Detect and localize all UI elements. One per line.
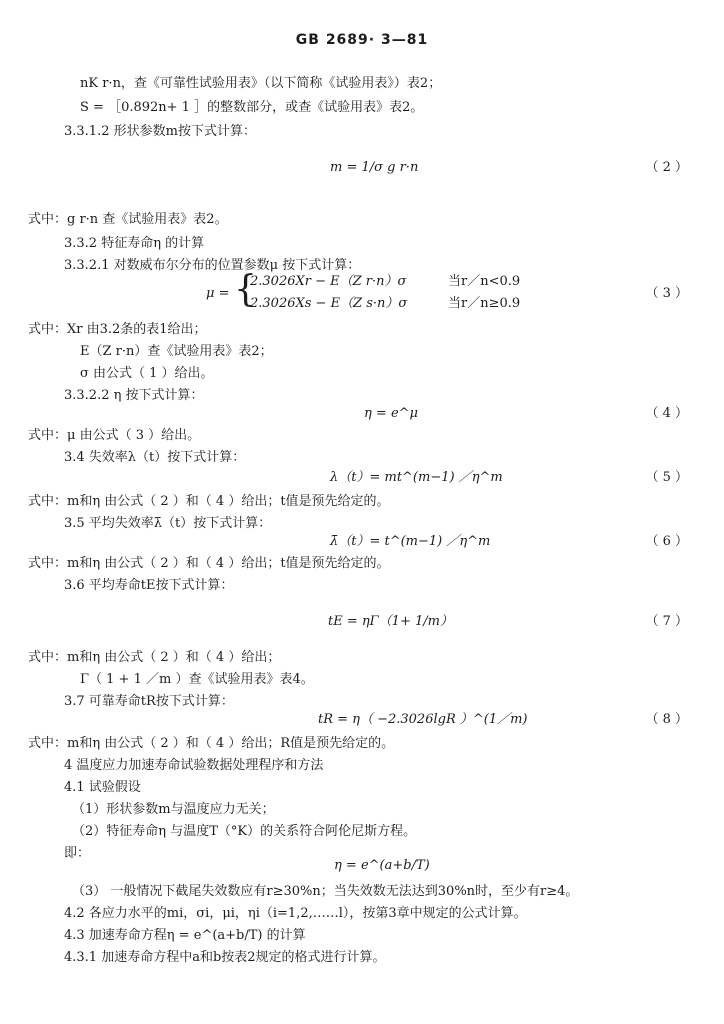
section-heading: 3.5 平均失效率λ̄（t）按下式计算： — [64, 516, 272, 531]
equation-3-case-1: 2.3026Xr − E（Z r·n）σ — [250, 274, 407, 289]
equation-3-case-2: 2.3026Xs − E（Z s·n）σ — [250, 296, 408, 311]
equation-number: （ 3 ） — [645, 286, 688, 301]
equation-8: tR = η（ −2.3026lgR ）^(1／m) — [318, 712, 528, 727]
section-heading: 3.7 可靠寿命tR按下式计算： — [64, 694, 234, 709]
section-heading: 3.3.1.2 形状参数m按下式计算： — [64, 124, 256, 139]
equation-number: （ 8 ） — [645, 712, 688, 727]
section-heading: 3.4 失效率λ（t）按下式计算： — [64, 450, 246, 465]
text-line: （1）形状参数m与温度应力无关； — [72, 802, 275, 817]
text-line: 4.2 各应力水平的mi，σi，μi，ηi（i=1,2,……l），按第3章中规定的公式计算。 — [64, 906, 527, 921]
text-line: 式中：m和η 由公式（ 2 ）和（ 4 ）给出；t值是预先给定的。 — [28, 494, 390, 509]
text-line: 式中：Xr 由3.2条的表1给出； — [28, 322, 207, 337]
page-header: GB 2689· 3—81 — [295, 32, 429, 48]
section-heading: 4.3 加速寿命方程η = e^(a+b/T) 的计算 — [64, 928, 306, 943]
text-line: nK r·n，查《可靠性试验用表》（以下简称《试验用表》）表2； — [80, 76, 442, 91]
equation-number: （ 2 ） — [645, 160, 688, 175]
equation-number: （ 7 ） — [645, 614, 688, 629]
equation-3-lhs: μ = — [206, 286, 230, 301]
equation-5: λ（t）= mt^(m−1) ／η^m — [330, 470, 503, 485]
equation-6: λ̄（t）= t^(m−1) ／η^m — [330, 534, 491, 549]
text-line: S = ［0.892n+ 1 ］的整数部分，或查《试验用表》表2。 — [80, 100, 424, 115]
equation-2: m = 1/σ g r·n — [330, 160, 419, 175]
brace-symbol: { — [234, 269, 257, 310]
text-line: （3） 一般情况下截尾失效数应有r≥30%n；当失效数无法达到30%n时，至少有r≥4。 — [72, 884, 579, 899]
equation-9: η = e^(a+b/T) — [334, 858, 430, 873]
equation-number: （ 4 ） — [645, 406, 688, 421]
text-line: Γ（ 1 + 1 ／m ）查《试验用表》表4。 — [80, 672, 314, 687]
section-heading: 3.3.2 特征寿命η 的计算 — [64, 236, 205, 251]
text-line: 式中：m和η 由公式（ 2 ）和（ 4 ）给出； — [28, 650, 281, 665]
text-line: （2）特征寿命η 与温度T（°K）的关系符合阿伦尼斯方程。 — [72, 824, 417, 839]
equation-3-condition-1: 当r／n<0.9 — [448, 274, 521, 289]
section-heading: 3.6 平均寿命tE按下式计算： — [64, 578, 234, 593]
equation-number: （ 5 ） — [645, 470, 688, 485]
text-line: 式中：m和η 由公式（ 2 ）和（ 4 ）给出；R值是预先给定的。 — [28, 736, 395, 751]
text-line: σ 由公式（ 1 ）给出。 — [80, 366, 214, 381]
section-heading: 4.3.1 加速寿命方程中a和b按表2规定的格式进行计算。 — [64, 950, 386, 965]
text-line: 式中：g r·n 查《试验用表》表2。 — [28, 212, 228, 227]
equation-7: tE = ηΓ（1+ 1/m） — [328, 614, 453, 629]
text-line: 式中：m和η 由公式（ 2 ）和（ 4 ）给出；t值是预先给定的。 — [28, 556, 390, 571]
section-heading: 4.1 试验假设 — [64, 780, 141, 795]
section-heading: 3.3.2.1 对数威布尔分布的位置参数μ 按下式计算： — [64, 258, 361, 273]
section-heading: 4 温度应力加速寿命试验数据处理程序和方法 — [64, 758, 324, 773]
text-line: 即： — [64, 846, 91, 861]
equation-3-condition-2: 当r／n≥0.9 — [448, 296, 521, 311]
text-line: E（Z r·n）查《试验用表》表2； — [80, 344, 273, 359]
text-line: 式中：μ 由公式（ 3 ）给出。 — [28, 428, 201, 443]
section-heading: 3.3.2.2 η 按下式计算： — [64, 388, 204, 403]
equation-number: （ 6 ） — [645, 534, 688, 549]
equation-4: η = e^μ — [364, 406, 418, 421]
